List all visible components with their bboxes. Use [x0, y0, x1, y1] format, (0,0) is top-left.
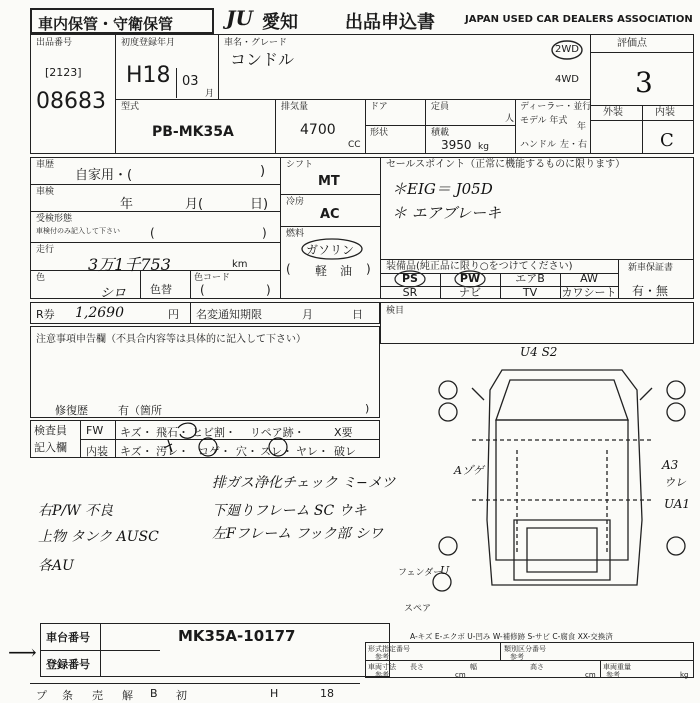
damage-legend: A-キズ E-エクボ U-凹み W-補修跡 S-サビ C-腐食 XX-交換済 — [410, 632, 613, 641]
load-value: 3950 — [441, 138, 472, 152]
exterior-label: 外装 — [603, 107, 623, 118]
inspector-interior: 内装 — [86, 445, 108, 458]
association-name: JAPAN USED CAR DEALERS ASSOCIATION — [465, 14, 693, 25]
diagram-fender-label: フェンダー — [398, 568, 443, 578]
registration-year: H18 — [126, 63, 171, 88]
margin-arrow: ⟶ — [8, 640, 37, 664]
classification-sub: 参考 — [510, 653, 524, 661]
model-label: 車名・グレード — [224, 38, 288, 48]
repair-value: 有（箇所 — [118, 404, 162, 417]
storage-label: 車内保管・守衛保管 — [38, 15, 174, 33]
inspection-year: 年 — [120, 197, 134, 212]
recycle-unit: 円 — [168, 308, 179, 321]
diagram-center-note: Aゾゲ — [454, 464, 484, 477]
history-label: 車歴 — [36, 160, 55, 170]
equip-pw-circle — [453, 270, 487, 288]
chassis-label: 車台番号 — [46, 631, 90, 644]
rating-label: 評価点 — [617, 38, 647, 49]
notice-label: 名変通知期限 — [196, 308, 262, 321]
form-title: 出品申込書 — [345, 12, 435, 33]
color-code-open: ( — [200, 283, 205, 297]
rating-score: 3 — [635, 66, 653, 99]
registration-month-unit: 月 — [205, 89, 215, 99]
equip-pw: PW — [459, 272, 481, 285]
color-code-label: 色コード — [194, 273, 231, 283]
dealer-label: ディーラー・並行 — [520, 102, 592, 112]
ju-logo: JU — [226, 6, 253, 30]
form-close: ) — [262, 226, 267, 240]
inspection-note-3: 左Fフレーム フック部 シワ — [212, 526, 384, 542]
inspector-row2-tear: 破レ — [334, 445, 356, 458]
warranty-value: 有・無 — [632, 284, 669, 298]
type-value: PB-MK35A — [152, 124, 234, 140]
color-value: シロ — [100, 286, 127, 301]
fuel-gasoline-circle — [300, 238, 364, 260]
model-year-unit: 年 — [577, 122, 587, 132]
drive-4wd-label: 4WD — [555, 74, 579, 85]
drive-2wd-label: 2WD — [555, 44, 579, 55]
inspection-label: 車検 — [36, 187, 55, 197]
footer-cell-8: 18 — [320, 687, 334, 700]
handle-label: ハンドル — [520, 140, 557, 150]
type-label: 型式 — [121, 102, 140, 112]
inspector-row2-rub: スレ・ — [260, 445, 293, 458]
weight-label: 車両重量 — [603, 663, 631, 671]
warranty-label: 新車保証書 — [628, 263, 674, 273]
storage-box — [30, 8, 214, 34]
repair-close: ) — [365, 402, 370, 415]
equip-navi: ナビ — [459, 286, 481, 299]
height-unit: cm — [585, 671, 596, 679]
inspector-row2-scratch: キズ・ — [120, 445, 153, 458]
mileage-value: 3万1千753 — [88, 255, 171, 274]
diagram-right-note-2: UA1 — [664, 497, 691, 511]
length-unit: cm — [455, 671, 466, 679]
registration-number-label: 登録番号 — [46, 658, 90, 671]
inspector-row2-dirt: 汚レ・ — [156, 445, 189, 458]
diagram-spare-label: スペア — [404, 604, 432, 614]
model-designation-label: 形式指定番号 — [368, 645, 410, 653]
mileage-unit: km — [232, 259, 248, 270]
equip-ps: PS — [402, 272, 418, 285]
color-label: 色 — [36, 273, 46, 283]
equip-leather-seat: カワシート — [561, 286, 617, 299]
org-name: 愛知 — [262, 12, 298, 33]
lot-sub: [2123] — [45, 66, 82, 79]
inspector-row1-stone: 飛石・ — [156, 426, 189, 439]
notice-day: 日 — [352, 308, 363, 321]
lot-number: 08683 — [36, 89, 106, 114]
left-note-1: 右P/W 不良 — [38, 503, 113, 519]
color-code-close: ) — [266, 283, 271, 297]
width-label: 幅 — [470, 663, 477, 671]
equip-airbag: エアB — [515, 272, 545, 285]
selling-point-1: ＊EIG＝ J05D — [392, 180, 493, 198]
color-change-label: 色替 — [150, 283, 172, 296]
interior-grade: C — [660, 130, 674, 151]
inspection-note-2: 下廻りフレーム SC ウキ — [212, 503, 367, 519]
inspector-label-1: 検査員 — [34, 424, 67, 437]
dimension-label: 車両寸法 — [368, 663, 396, 671]
car-diagram — [432, 350, 694, 612]
displacement-label: 排気量 — [281, 102, 309, 112]
model-year-label: モデル 年式 — [520, 116, 568, 126]
mileage-label: 走行 — [36, 245, 55, 255]
inspector-row1-crack: ヒビ割・ — [192, 426, 236, 439]
equip-ps-circle — [393, 270, 427, 288]
weight-sub: 参考 — [606, 671, 620, 679]
registration-label: 初度登録年月 — [121, 38, 176, 48]
inspector-row1-repair: リペア跡・ — [250, 426, 305, 439]
inspection-note-1: 排ガス浄化チェック ミ−メツ — [212, 475, 396, 491]
fuel-gasoline: ガソリン — [306, 243, 355, 257]
fuel-light: 軽 — [315, 264, 328, 278]
footer-cell-6: 初 — [176, 689, 187, 702]
equipment-label: 装備品(純正品に限り○をつけてください) — [386, 261, 573, 272]
form-open: ( — [150, 226, 155, 240]
inspector-marks — [150, 418, 290, 458]
equip-aw: AW — [580, 272, 598, 285]
displacement-unit: CC — [348, 140, 361, 150]
capacity-label: 定員 — [431, 102, 450, 112]
footer-cell-2: 条 — [62, 689, 73, 702]
height-label: 高さ — [530, 663, 544, 671]
length-label: 長さ — [410, 663, 424, 671]
recycle-value: 1,2690 — [75, 305, 124, 321]
inspector-row2-burn: コゲ・ — [198, 445, 231, 458]
options-box — [380, 302, 694, 344]
form-label: 受検形態 — [36, 214, 73, 224]
drive-2wd — [550, 40, 584, 60]
shift-label: シフト — [286, 160, 314, 170]
footer-cell-4: 解 — [122, 689, 133, 702]
classification-label: 類別区分番号 — [504, 645, 546, 653]
notice-month: 月 — [302, 308, 313, 321]
diagram-right-note-1b: ウレ — [664, 476, 686, 489]
diagram-top-note: U4 S2 — [520, 345, 558, 359]
chassis-number: MK35A-10177 — [178, 627, 296, 645]
model-designation-sub: 参考 — [375, 653, 389, 661]
diagram-right-note-1: A3 — [662, 458, 679, 472]
load-label: 積載 — [431, 128, 450, 138]
weight-unit: kg — [680, 671, 689, 679]
inspector-row2-wear: ヤレ・ — [296, 445, 329, 458]
inspector-row1-x: X要 — [334, 426, 353, 439]
dimension-sub: 参考 — [375, 671, 389, 679]
fuel-open: ( — [286, 262, 291, 276]
footer-cell-3: 売 — [92, 689, 103, 702]
load-unit: kg — [478, 142, 489, 152]
ac-value: AC — [320, 207, 340, 222]
shape-label: 形状 — [370, 128, 389, 138]
footer-cell-7: H — [270, 687, 279, 700]
inspector-label-2: 記入欄 — [34, 441, 67, 454]
footer-cell-1: プ — [36, 689, 47, 702]
fuel-label: 燃料 — [286, 229, 305, 239]
capacity-unit: 人 — [505, 114, 515, 124]
inspector-row2-hole: 穴・ — [236, 445, 258, 458]
equip-tv: TV — [522, 286, 538, 299]
footer-cell-5: B — [150, 687, 158, 700]
selling-point-2: ＊ エアブレーキ — [392, 204, 502, 222]
inspection-day: 日) — [250, 197, 269, 212]
form-note: 車検付のみ記入して下さい — [36, 227, 120, 235]
equip-sr: SR — [402, 286, 418, 299]
history-close: ) — [260, 164, 266, 179]
lot-label: 出品番号 — [36, 38, 73, 48]
model-name: コンドル — [230, 50, 295, 69]
selling-points-label: セールスポイント（正常に機能するものに限ります） — [386, 159, 626, 170]
inspector-row1-scratch: キズ・ — [120, 426, 153, 439]
inspector-fw: FW — [86, 424, 104, 437]
repair-label: 修復歴 — [55, 404, 88, 417]
left-note-2: 上物 タンク AUSC — [38, 529, 159, 545]
cautions-label: 注意事項申告欄（不具合内容等は具体的に記入して下さい） — [36, 334, 306, 345]
left-note-3: 各AU — [38, 558, 74, 574]
options-label: 検目 — [386, 306, 405, 316]
shift-value: MT — [318, 174, 340, 189]
fuel-close: ) — [366, 262, 371, 276]
interior-label: 内装 — [655, 107, 675, 118]
handle-options: 左・右 — [560, 140, 588, 150]
inspection-month: 月( — [185, 197, 204, 212]
recycle-label: R券 — [36, 308, 55, 321]
registration-month: 03 — [182, 74, 199, 89]
ac-label: 冷房 — [286, 197, 305, 207]
history-value: 自家用・( — [75, 168, 133, 183]
fuel-oil: 油 — [340, 264, 353, 278]
doors-label: ドア — [370, 102, 388, 112]
displacement-value: 4700 — [300, 122, 336, 138]
diagram-fender-mark: U — [440, 564, 450, 577]
